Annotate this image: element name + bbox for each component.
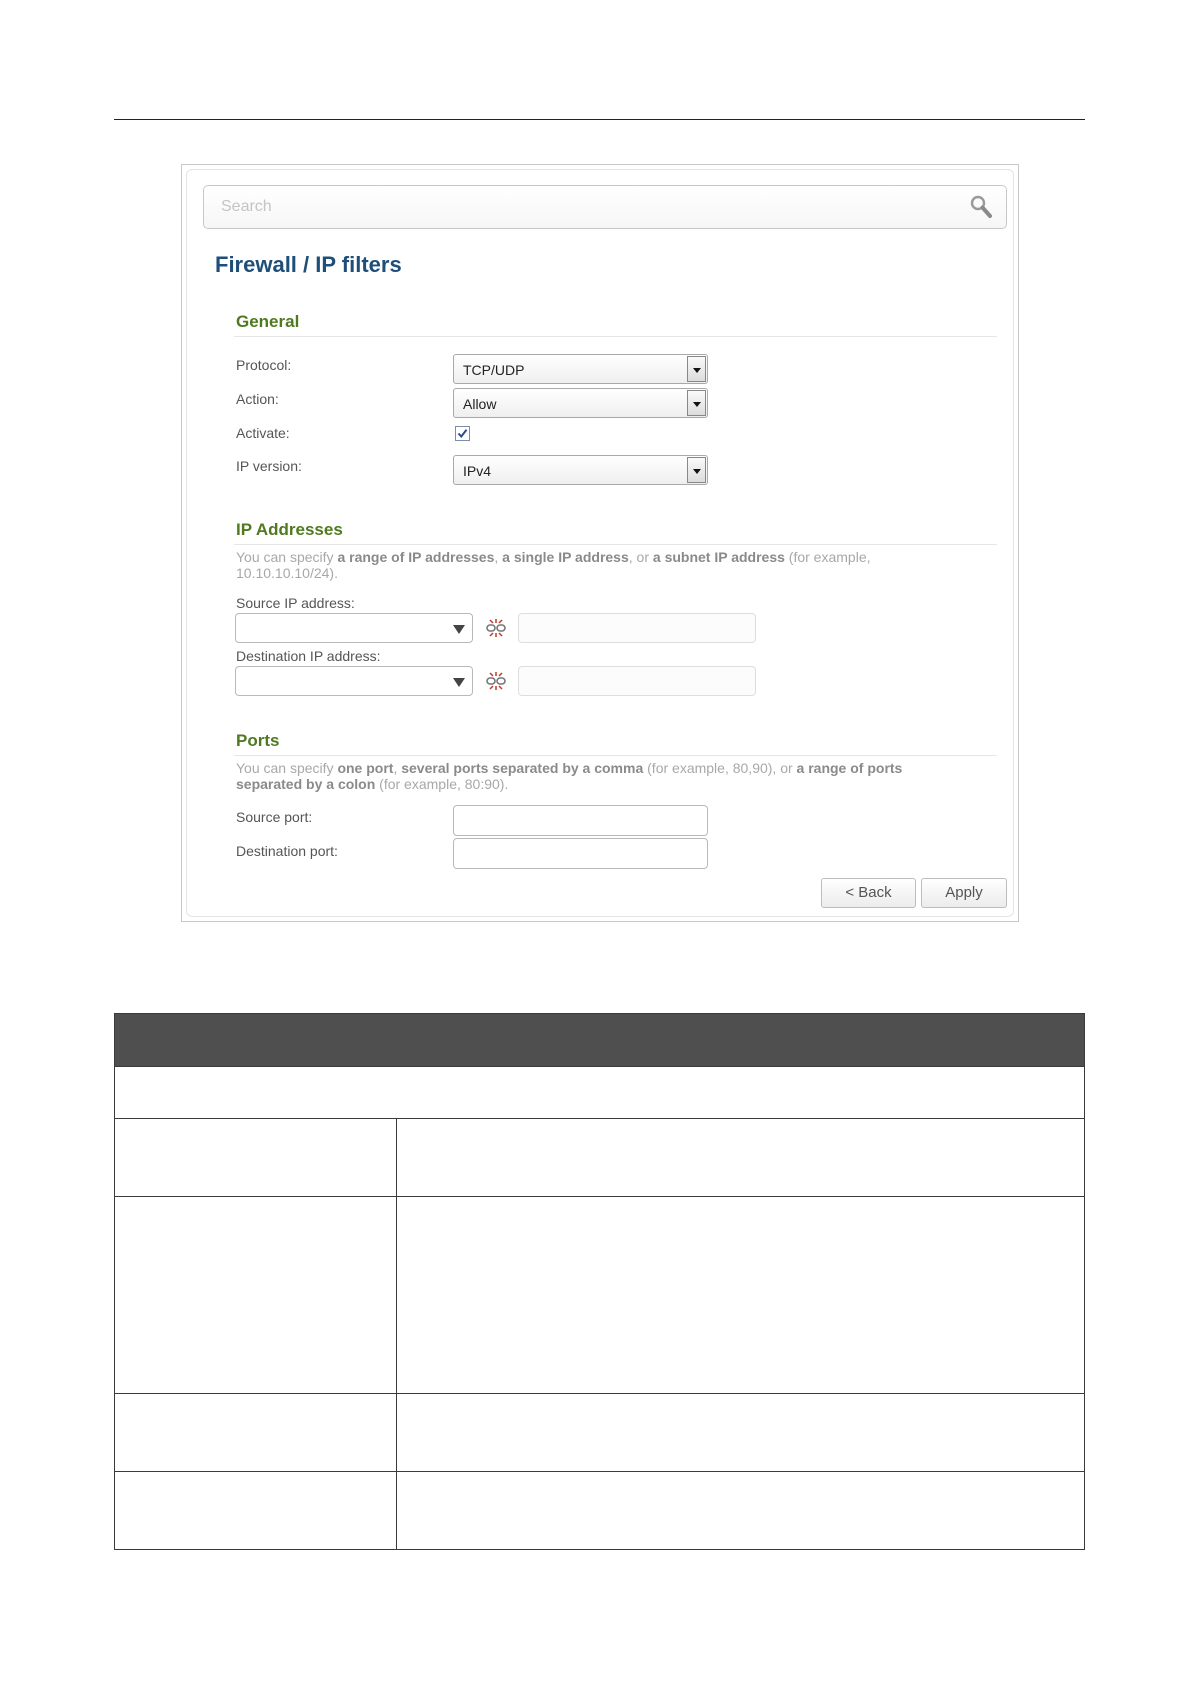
- parameters-table: [114, 1013, 1085, 1550]
- table-row: [115, 1119, 1085, 1197]
- search-icon[interactable]: [970, 195, 992, 219]
- chevron-down-icon[interactable]: [687, 457, 706, 483]
- page-title: [215, 252, 402, 278]
- section-ports-heading: Ports: [236, 731, 280, 750]
- section-divider: [234, 544, 997, 545]
- action-select[interactable]: [453, 388, 708, 418]
- chevron-down-icon[interactable]: [687, 356, 706, 382]
- section-divider: [234, 755, 997, 756]
- table-row: [115, 1472, 1085, 1550]
- action-label: Action:: [236, 391, 279, 407]
- destination-ip-label: Destination IP address:: [236, 648, 381, 664]
- section-general-heading: General: [236, 312, 300, 331]
- table-row: [115, 1197, 1085, 1394]
- source-port-label: Source port:: [236, 809, 313, 825]
- destination-ip-field[interactable]: [518, 666, 756, 696]
- ports-description: You can specify one port, several ports separated by a comma (for example, 80,90), or a range of ports separated by a colon (for example, 80:90).: [236, 760, 903, 792]
- chain-link-icon[interactable]: [486, 671, 506, 691]
- protocol-select[interactable]: [453, 354, 708, 384]
- back-button[interactable]: < Back: [821, 878, 916, 908]
- page-top-rule: [114, 119, 1085, 120]
- table-row: [115, 1067, 1085, 1119]
- chain-link-icon[interactable]: [486, 618, 506, 638]
- action-value: Allow: [463, 396, 497, 412]
- source-ip-label: Source IP address:: [236, 595, 355, 611]
- source-port-field[interactable]: [453, 805, 708, 836]
- destination-ip-select[interactable]: [235, 666, 473, 696]
- table-header-row: [115, 1014, 1085, 1067]
- search-input[interactable]: [203, 185, 1007, 229]
- table-row: [115, 1394, 1085, 1472]
- breadcrumb-section[interactable]: Firewall /: [215, 252, 310, 277]
- activate-label: Activate:: [236, 425, 290, 441]
- ip-addresses-description: You can specify a range of IP addresses, a single IP address, or a subnet IP address (for example, 10.10.10.10/24).: [236, 549, 871, 581]
- breadcrumb-page: IP filters: [315, 252, 402, 277]
- search-placeholder: Search: [221, 198, 272, 215]
- router-web-ui-screenshot: [181, 164, 1019, 922]
- apply-button[interactable]: Apply: [921, 878, 1007, 908]
- source-ip-select[interactable]: [235, 613, 473, 643]
- chevron-down-icon[interactable]: [687, 390, 706, 416]
- chevron-down-icon: [453, 678, 465, 687]
- chevron-down-icon: [453, 625, 465, 634]
- source-ip-field[interactable]: [518, 613, 756, 643]
- ip-version-value: IPv4: [463, 463, 492, 479]
- section-ip-addresses-heading: IP Addresses: [236, 520, 343, 539]
- content-panel: [186, 169, 1014, 917]
- protocol-label: Protocol:: [236, 357, 292, 373]
- checkmark-icon: [457, 428, 468, 439]
- ip-version-select[interactable]: [453, 455, 708, 485]
- destination-port-label: Destination port:: [236, 843, 338, 859]
- section-divider: [234, 336, 997, 337]
- ip-version-label: IP version:: [236, 458, 302, 474]
- destination-port-field[interactable]: [453, 838, 708, 869]
- activate-checkbox[interactable]: [455, 426, 470, 441]
- protocol-value: TCP/UDP: [463, 362, 525, 378]
